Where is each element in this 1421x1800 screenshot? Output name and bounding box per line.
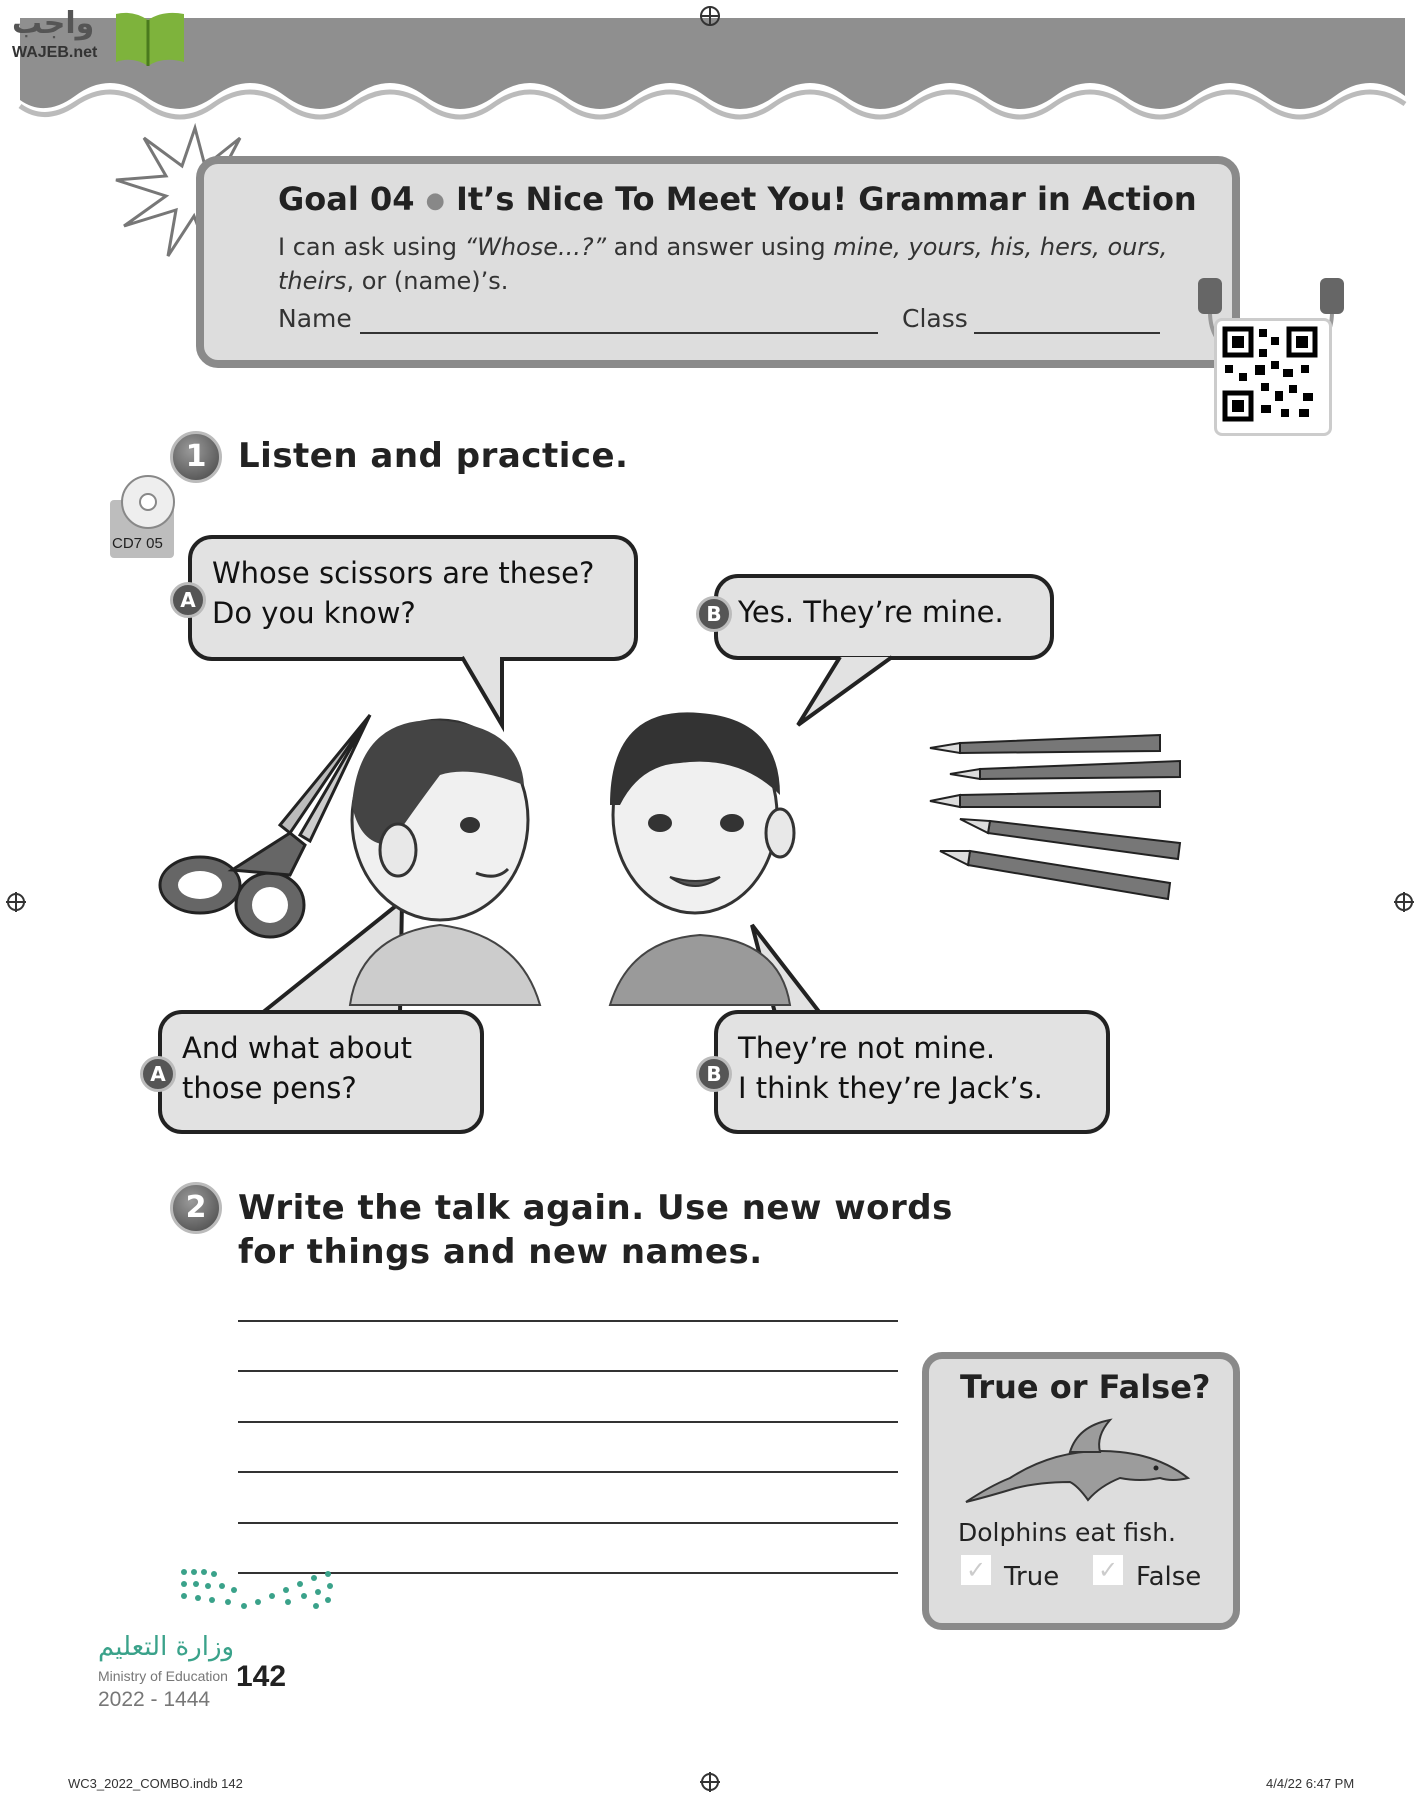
goal-title	[278, 180, 1197, 218]
bubble-line: They’re not mine.	[738, 1031, 996, 1065]
exercise-2-title-line: Write the talk again. Use new words	[238, 1188, 953, 1228]
name-label: Name	[278, 304, 352, 333]
logo-english-text: WAJEB.net	[12, 44, 98, 61]
writing-line[interactable]	[238, 1522, 898, 1524]
ministry-year: 2022 - 1444	[98, 1688, 211, 1711]
ministry-english: Ministry of Education	[98, 1668, 228, 1684]
speech-bubble-b1	[714, 574, 1054, 660]
writing-line[interactable]	[238, 1471, 898, 1473]
bubble-line: And what about	[182, 1031, 412, 1065]
desc-pronouns: mine, yours, his, hers, ours,	[833, 233, 1168, 261]
bubble-tail-a1	[462, 657, 502, 725]
boy-b-figure	[610, 712, 794, 1005]
speech-bubble-a2	[158, 1010, 484, 1134]
registration-mark-icon	[1392, 890, 1416, 914]
goal-description	[278, 230, 1198, 298]
true-false-title: True or False?	[960, 1368, 1211, 1406]
footer-date: 4/4/22 6:47 PM	[1266, 1776, 1355, 1791]
name-field[interactable]	[360, 332, 878, 334]
exercise-2-number: 2	[170, 1182, 222, 1234]
speaker-a-badge: A	[140, 1056, 176, 1092]
ministry-arabic: وزارة التعليم	[98, 1632, 235, 1662]
goal-heading: It’s Nice To Meet You! Grammar in Action	[455, 180, 1197, 218]
speaker-b-badge: B	[696, 596, 732, 632]
true-checkbox[interactable]: ✓	[960, 1554, 992, 1586]
qr-code[interactable]	[1214, 318, 1332, 436]
cd-track-label: CD7 05	[112, 535, 163, 552]
cd-icon	[120, 474, 176, 530]
pens-icon	[930, 735, 1180, 899]
exercise-1-number: 1	[170, 431, 222, 483]
false-option-label: False	[1136, 1562, 1202, 1592]
bubble-line: Yes. They’re mine.	[738, 595, 1004, 629]
bubble-line: Whose scissors are these?	[212, 556, 595, 590]
speaker-a-badge: A	[170, 582, 206, 618]
illustration	[140, 655, 1200, 1015]
speech-bubble-b2	[714, 1010, 1110, 1134]
true-option-label: True	[1004, 1562, 1060, 1592]
goal-number: Goal 04	[278, 180, 415, 218]
bullet-dot-icon: ●	[425, 188, 445, 214]
class-field[interactable]	[974, 332, 1160, 334]
speaker-b-badge: B	[696, 1056, 732, 1092]
exercise-2-title-line: for things and new names.	[238, 1232, 763, 1272]
exercise-1-title: Listen and practice.	[238, 436, 629, 476]
desc-part: , or (name)’s.	[346, 267, 509, 295]
desc-whose: “Whose...?”	[464, 233, 607, 261]
exercise-2-title	[238, 1186, 953, 1274]
writing-line[interactable]	[238, 1421, 898, 1423]
bubble-line: those pens?	[182, 1071, 357, 1105]
desc-theirs: theirs	[278, 267, 347, 295]
boy-a-figure	[350, 720, 540, 1005]
writing-line[interactable]	[238, 1320, 898, 1322]
bubble-line: Do you know?	[212, 596, 416, 630]
writing-line[interactable]	[238, 1370, 898, 1372]
logo-arabic-text: واجب	[12, 6, 95, 41]
registration-mark-icon	[4, 890, 28, 914]
speech-bubble-a1	[188, 535, 638, 661]
page-number: 142	[236, 1660, 287, 1693]
bubble-line: I think they’re Jack’s.	[738, 1071, 1043, 1105]
desc-part: I can ask using	[278, 233, 465, 261]
registration-mark-icon	[698, 1770, 722, 1794]
false-checkbox[interactable]: ✓	[1092, 1554, 1124, 1586]
class-label: Class	[902, 304, 968, 333]
scissors-icon	[160, 715, 370, 937]
ministry-dots-logo-icon	[178, 1566, 338, 1618]
bubble-tail-b1	[798, 657, 892, 725]
desc-part: and answer using	[606, 233, 834, 261]
qr-code-icon	[1217, 321, 1323, 427]
dolphin-icon	[960, 1416, 1196, 1508]
footer-filename: WC3_2022_COMBO.indb 142	[68, 1776, 243, 1791]
true-false-question: Dolphins eat fish.	[958, 1518, 1176, 1547]
